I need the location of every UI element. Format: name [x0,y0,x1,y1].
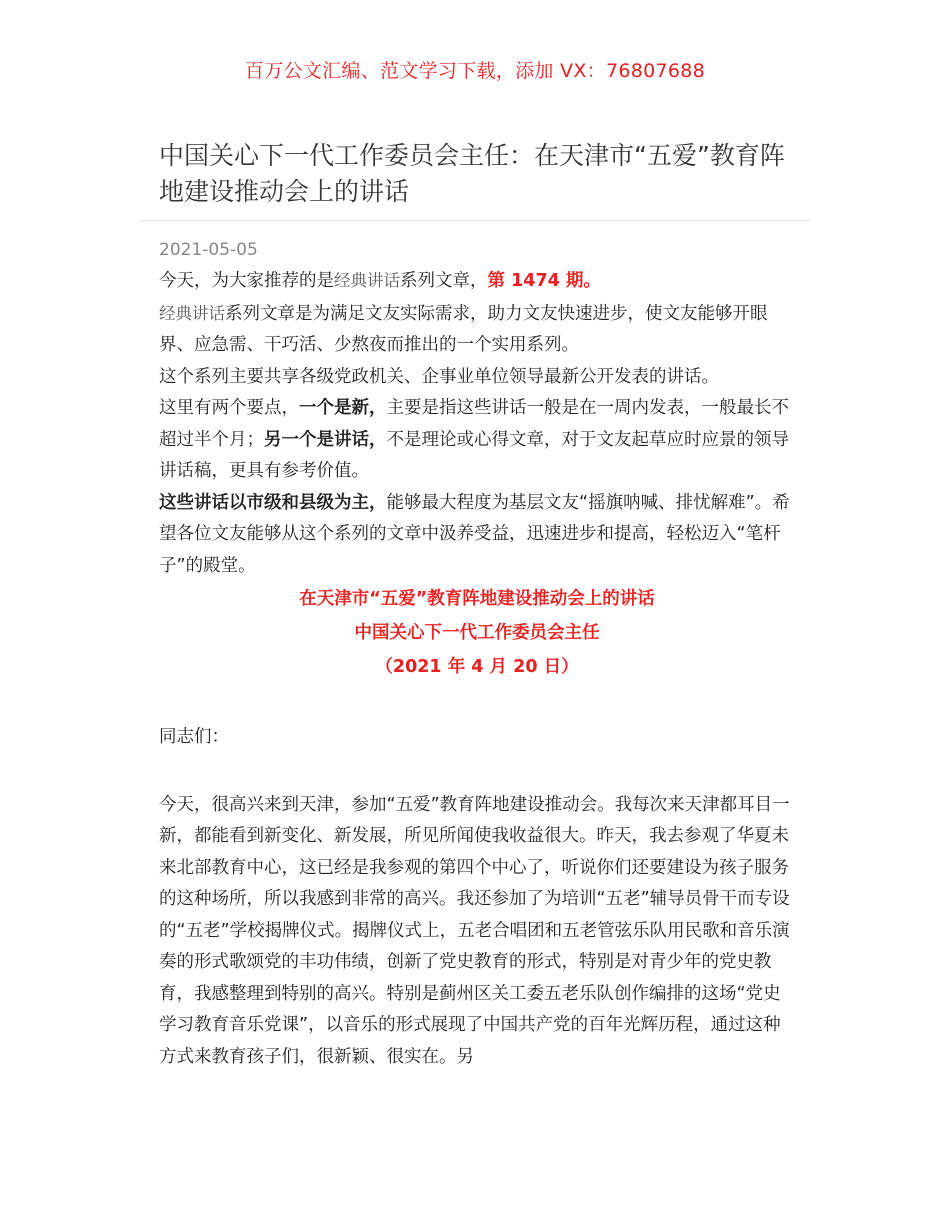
intro-paragraph-5 [159,488,795,583]
speech-heading: 在天津市“五爱”教育阵地建设推动会上的讲话 [299,589,655,609]
key-point-1: 一个是新， [299,398,387,418]
speech-speaker: 中国关心下一代工作委员会主任 [354,623,600,643]
emphasis-text: 这些讲话以市级和县级为主， [159,492,387,513]
article-title: 中国关心下一代工作委员会主任：在天津市“五爱”教育阵地建设推动会上的讲话 [159,141,785,206]
intro-text: 能够最大程度为基层文友“摇旗呐喊、排忧解难”。希望各位文友能够从这个系列的文章中汲养受益，迅速进步和提高，轻松迈入“笔杆子”的殿堂。 [159,492,790,576]
speech-body: 今天，很高兴来到天津，参加“五爱”教育阵地建设推动会。我每次来天津都耳目一新，都能看到新变化、新发展，所见所闻使我收益很大。昨天，我去参观了华夏未来北部教育中心，这已经是我参观的第四个中心了，听说你们还要建设为孩子服务的这种场所，所以我感到非常的高兴。我还参加了为培训“五老”辅导员骨干而专设的“五老”学校揭牌仪式。揭牌仪式上，五老合唱团和五老管弦乐队用民歌和音乐演奏的形式歌颂党的丰功伟绩，创新了党史教育的形式，特别是对青少年的党史教育，我感整理到特别的高兴。特别是蓟州区关工委五老乐队创作编排的这场“党史学习教育音乐党课”，以音乐的形式展现了中国共产党的百年光辉历程，通过这种方式来教育孩子们，很新颖、很实在。另 [159,794,790,1067]
intro-paragraph-1 [159,265,795,298]
speech-date: （2021 年 4 月 20 日） [375,657,579,677]
intro-text: 系列文章是为满足文友实际需求，助力文友快速进步，使文友能够开眼界、应急需、干巧活、少熬夜而推出的一个实用系列。 [159,303,768,355]
intro-paragraph-4 [159,393,795,488]
speech-greeting: 同志们： [159,727,229,747]
intro-paragraph-2 [159,298,795,362]
series-name: 经典讲话 [159,303,225,323]
issue-number: 第 1474 期。 [487,271,601,291]
intro-text: 今天，为大家推荐的是 [159,271,334,291]
intro-paragraph-3: 这个系列主要共享各级党政机关、企事业单位领导最新公开发表的讲话。 [159,366,719,387]
title-divider [140,220,810,221]
intro-text: 不是理论或心得文章，对于文友起草应时应景的领导讲话稿，更具有参考价值。 [159,429,789,481]
publish-date: 2021-05-05 [159,240,258,260]
series-name: 经典讲话 [334,271,400,290]
key-point-2: 另一个是讲话， [264,429,387,450]
intro-text: 系列文章， [400,271,488,291]
contact-banner: 百万公文汇编、范文学习下载，添加 VX：76807688 [244,60,706,82]
intro-text: 这里有两个要点， [159,398,299,418]
article-body [159,265,795,1073]
intro-text: 主要是指这些讲话一般是在一周内发表，一般最长不超过半个月； [159,398,789,450]
